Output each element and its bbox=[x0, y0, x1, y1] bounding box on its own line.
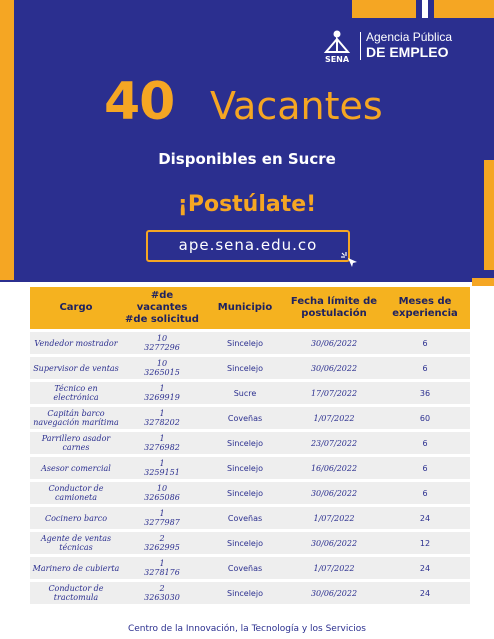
cell-municipio: Coveñas bbox=[202, 557, 288, 579]
cell-meses: 6 bbox=[380, 432, 470, 454]
cell-meses: 36 bbox=[380, 382, 470, 404]
accent-bar bbox=[352, 0, 416, 18]
right-accent-stripe bbox=[472, 278, 494, 286]
cell-cargo: Asesor comercial bbox=[30, 457, 122, 479]
header-vacantes-text: #de vacantes #de solicitud bbox=[125, 290, 199, 325]
cell-cargo: Conductor de camioneta bbox=[30, 482, 122, 504]
cell-meses: 6 bbox=[380, 332, 470, 354]
call-to-action: ¡Postúlate! bbox=[177, 192, 317, 217]
url-box[interactable] bbox=[146, 230, 350, 262]
cell-fecha: 16/06/2022 bbox=[288, 457, 380, 479]
cell-fecha: 30/06/2022 bbox=[288, 357, 380, 379]
table-row bbox=[30, 532, 470, 554]
table-row bbox=[30, 582, 470, 604]
table-row bbox=[30, 357, 470, 379]
table-row bbox=[30, 482, 470, 504]
table-row bbox=[30, 407, 470, 429]
cell-fecha: 1/07/2022 bbox=[288, 407, 380, 429]
cell-cargo: Supervisor de ventas bbox=[30, 357, 122, 379]
cell-vacantes: 1 3278202 bbox=[122, 407, 202, 429]
accent-bar bbox=[434, 0, 494, 18]
cell-meses: 24 bbox=[380, 507, 470, 529]
cell-cargo: Parrillero asador carnes bbox=[30, 432, 122, 454]
sena-logo-icon bbox=[318, 28, 356, 64]
cell-municipio: Sincelejo bbox=[202, 582, 288, 604]
cell-vacantes: 2 3262995 bbox=[122, 532, 202, 554]
subtitle: Disponibles en Sucre bbox=[158, 150, 336, 168]
cell-cargo: Técnico en electrónica bbox=[30, 382, 122, 404]
cell-municipio: Sincelejo bbox=[202, 457, 288, 479]
cell-fecha: 1/07/2022 bbox=[288, 557, 380, 579]
header-meses: Meses de experiencia bbox=[380, 287, 470, 329]
header-vacantes bbox=[122, 287, 202, 329]
cell-vacantes: 2 3263030 bbox=[122, 582, 202, 604]
table-row bbox=[30, 557, 470, 579]
cell-municipio: Sincelejo bbox=[202, 482, 288, 504]
logo-line1: Agencia Pública bbox=[366, 30, 453, 44]
cell-fecha: 30/06/2022 bbox=[288, 482, 380, 504]
table-row bbox=[30, 332, 470, 354]
sena-logo bbox=[318, 28, 468, 64]
cell-municipio: Sucre bbox=[202, 382, 288, 404]
cell-cargo: Conductor de tractomula bbox=[30, 582, 122, 604]
cell-meses: 24 bbox=[380, 557, 470, 579]
cell-meses: 6 bbox=[380, 357, 470, 379]
cell-fecha: 23/07/2022 bbox=[288, 432, 380, 454]
footer-text: Centro de la Innovación, la Tecnología y los Servicios bbox=[127, 624, 366, 634]
cell-cargo: Capitán barco navegación marítima bbox=[30, 407, 122, 429]
cell-vacantes: 1 3259151 bbox=[122, 457, 202, 479]
cell-meses: 6 bbox=[380, 457, 470, 479]
vacancy-count: 40 bbox=[104, 72, 175, 132]
cell-fecha: 30/06/2022 bbox=[288, 332, 380, 354]
cell-cargo: Marinero de cubierta bbox=[30, 557, 122, 579]
header-fecha: Fecha límite de postulación bbox=[288, 287, 380, 329]
logo-divider bbox=[360, 32, 361, 60]
header-municipio: Municipio bbox=[202, 287, 288, 329]
cell-vacantes: 10 3277296 bbox=[122, 332, 202, 354]
cell-municipio: Coveñas bbox=[202, 507, 288, 529]
cell-cargo: Vendedor mostrador bbox=[30, 332, 122, 354]
url-link[interactable]: ape.sena.edu.co bbox=[178, 236, 318, 254]
left-accent-stripe bbox=[0, 0, 14, 280]
cell-meses: 24 bbox=[380, 582, 470, 604]
cell-municipio: Coveñas bbox=[202, 407, 288, 429]
header-cargo: Cargo bbox=[30, 287, 122, 329]
cell-municipio: Sincelejo bbox=[202, 357, 288, 379]
cell-municipio: Sincelejo bbox=[202, 432, 288, 454]
cursor-click-icon bbox=[340, 250, 360, 270]
cell-cargo: Cocinero barco bbox=[30, 507, 122, 529]
svg-text:SENA: SENA bbox=[324, 55, 350, 64]
top-accent-bars bbox=[352, 0, 494, 18]
table-row bbox=[30, 457, 470, 479]
cell-meses: 60 bbox=[380, 407, 470, 429]
accent-bar bbox=[422, 0, 428, 18]
vacancy-word: Vacantes bbox=[210, 84, 383, 128]
cell-fecha: 17/07/2022 bbox=[288, 382, 380, 404]
cell-vacantes: 10 3265015 bbox=[122, 357, 202, 379]
cell-cargo: Agente de ventas técnicas bbox=[30, 532, 122, 554]
cell-fecha: 30/06/2022 bbox=[288, 532, 380, 554]
table-row bbox=[30, 382, 470, 404]
cell-meses: 6 bbox=[380, 482, 470, 504]
table-row bbox=[30, 432, 470, 454]
cell-vacantes: 1 3276982 bbox=[122, 432, 202, 454]
cell-meses: 12 bbox=[380, 532, 470, 554]
cell-vacantes: 1 3269919 bbox=[122, 382, 202, 404]
cell-vacantes: 10 3265086 bbox=[122, 482, 202, 504]
logo-line2: DE EMPLEO bbox=[366, 44, 449, 60]
vacancy-table bbox=[30, 284, 470, 607]
cell-municipio: Sincelejo bbox=[202, 532, 288, 554]
cell-municipio: Sincelejo bbox=[202, 332, 288, 354]
cell-fecha: 30/06/2022 bbox=[288, 582, 380, 604]
cell-fecha: 1/07/2022 bbox=[288, 507, 380, 529]
table-header-row bbox=[30, 287, 470, 329]
cell-vacantes: 1 3277987 bbox=[122, 507, 202, 529]
cell-vacantes: 1 3278176 bbox=[122, 557, 202, 579]
table-body bbox=[30, 332, 470, 604]
table-row bbox=[30, 507, 470, 529]
